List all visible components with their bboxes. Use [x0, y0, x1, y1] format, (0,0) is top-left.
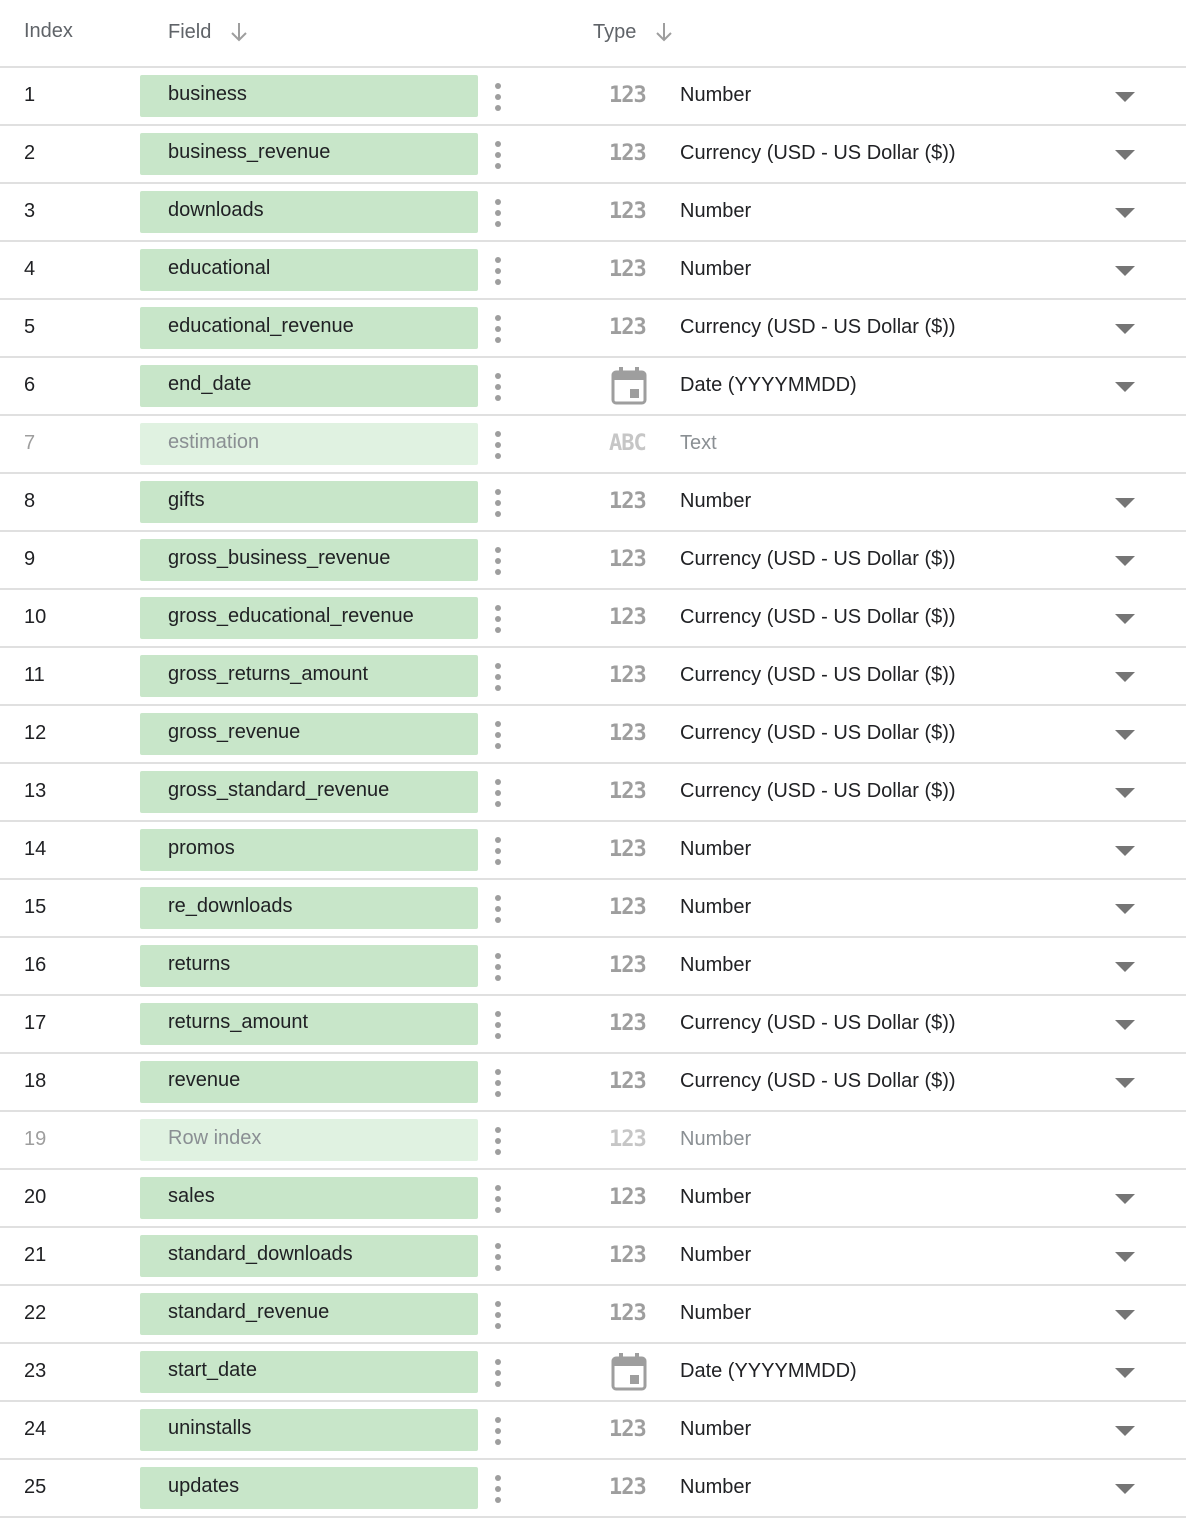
type-label[interactable]: Number [680, 1244, 752, 1266]
type-label: Number [680, 1128, 752, 1150]
index-header-label: Index [24, 20, 73, 42]
more-vert-icon[interactable] [488, 1473, 508, 1505]
number-icon: 123 [609, 1069, 646, 1094]
dropdown-arrow-icon[interactable] [1115, 788, 1135, 798]
type-label[interactable]: Number [680, 490, 752, 512]
more-vert-icon[interactable] [488, 371, 508, 403]
row-index: 23 [24, 1360, 47, 1382]
table-row [0, 706, 1186, 764]
type-label[interactable]: Currency (USD - US Dollar ($)) [680, 548, 956, 570]
row-index: 20 [24, 1186, 47, 1208]
row-index: 2 [24, 142, 36, 164]
row-index: 11 [24, 664, 45, 686]
type-label[interactable]: Number [680, 1418, 752, 1440]
number-icon: 123 [609, 1417, 646, 1442]
table-row [0, 648, 1186, 706]
field-chip[interactable]: gross_returns_amount [140, 655, 478, 697]
number-icon: 123 [609, 1185, 646, 1210]
number-icon: 123 [609, 1127, 646, 1152]
type-label[interactable]: Date (YYYYMMDD) [680, 374, 857, 396]
more-vert-icon[interactable] [488, 139, 508, 171]
more-vert-icon[interactable] [488, 313, 508, 345]
number-icon: 123 [609, 1475, 646, 1500]
field-chip[interactable]: gross_revenue [140, 713, 478, 755]
type-label[interactable]: Currency (USD - US Dollar ($)) [680, 664, 956, 686]
more-vert-icon[interactable] [488, 1299, 508, 1331]
row-index: 13 [24, 780, 47, 802]
dropdown-arrow-icon[interactable] [1115, 1194, 1135, 1204]
row-index: 3 [24, 200, 36, 222]
dropdown-arrow-icon[interactable] [1115, 556, 1135, 566]
table-row [0, 242, 1186, 300]
field-chip[interactable]: estimation [140, 423, 478, 465]
row-index: 24 [24, 1418, 47, 1440]
table-row [0, 1286, 1186, 1344]
more-vert-icon[interactable] [488, 661, 508, 693]
field-chip[interactable]: standard_downloads [140, 1235, 478, 1277]
more-vert-icon[interactable] [488, 545, 508, 577]
more-vert-icon[interactable] [488, 835, 508, 867]
more-vert-icon[interactable] [488, 1357, 508, 1389]
table-row [0, 1054, 1186, 1112]
table-row [0, 938, 1186, 996]
number-icon: 123 [609, 547, 646, 572]
number-icon: 123 [609, 779, 646, 804]
dropdown-arrow-icon[interactable] [1115, 846, 1135, 856]
number-icon: 123 [609, 489, 646, 514]
field-list [0, 68, 1186, 1518]
number-icon: 123 [609, 953, 646, 978]
type-label[interactable]: Number [680, 1186, 752, 1208]
table-row [0, 764, 1186, 822]
number-icon: 123 [609, 257, 646, 282]
table-row [0, 1112, 1186, 1170]
dropdown-arrow-icon[interactable] [1115, 324, 1135, 334]
dropdown-arrow-icon[interactable] [1115, 614, 1135, 624]
type-label[interactable]: Number [680, 200, 752, 222]
more-vert-icon[interactable] [488, 1415, 508, 1447]
number-icon: 123 [609, 1301, 646, 1326]
text-icon: ABC [609, 431, 646, 456]
field-header-label: Field [168, 20, 212, 43]
more-vert-icon[interactable] [488, 893, 508, 925]
calendar-icon [611, 1353, 647, 1391]
table-row [0, 1402, 1186, 1460]
dropdown-arrow-icon[interactable] [1115, 1020, 1135, 1030]
type-label[interactable]: Currency (USD - US Dollar ($)) [680, 142, 956, 164]
field-chip[interactable]: re_downloads [140, 887, 478, 929]
more-vert-icon[interactable] [488, 81, 508, 113]
more-vert-icon[interactable] [488, 429, 508, 461]
field-chip[interactable]: returns [140, 945, 478, 987]
dropdown-arrow-icon[interactable] [1115, 1484, 1135, 1494]
more-vert-icon[interactable] [488, 719, 508, 751]
row-index: 12 [24, 722, 47, 744]
row-index: 16 [24, 954, 47, 976]
more-vert-icon[interactable] [488, 951, 508, 983]
field-chip[interactable]: Row index [140, 1119, 478, 1161]
number-icon: 123 [609, 1243, 646, 1268]
row-index: 7 [24, 432, 36, 454]
table-row [0, 996, 1186, 1054]
dropdown-arrow-icon[interactable] [1115, 1078, 1135, 1088]
row-index: 5 [24, 316, 36, 338]
more-vert-icon[interactable] [488, 197, 508, 229]
row-index: 17 [24, 1012, 47, 1034]
row-index: 22 [24, 1302, 47, 1324]
number-icon: 123 [609, 837, 646, 862]
type-label[interactable]: Number [680, 1302, 752, 1324]
type-label[interactable]: Number [680, 258, 752, 280]
dropdown-arrow-icon[interactable] [1115, 904, 1135, 914]
more-vert-icon[interactable] [488, 487, 508, 519]
table-row [0, 184, 1186, 242]
field-chip[interactable]: updates [140, 1467, 478, 1509]
type-label: Text [680, 432, 717, 454]
dropdown-arrow-icon[interactable] [1115, 150, 1135, 160]
type-label[interactable]: Number [680, 84, 752, 106]
field-chip[interactable]: uninstalls [140, 1409, 478, 1451]
number-icon: 123 [609, 199, 646, 224]
type-header-label: Type [593, 20, 637, 43]
field-chip[interactable]: gross_business_revenue [140, 539, 478, 581]
table-row [0, 416, 1186, 474]
dropdown-arrow-icon[interactable] [1115, 730, 1135, 740]
number-icon: 123 [609, 83, 646, 108]
more-vert-icon[interactable] [488, 1183, 508, 1215]
more-vert-icon[interactable] [488, 1241, 508, 1273]
more-vert-icon[interactable] [488, 777, 508, 809]
type-label[interactable]: Currency (USD - US Dollar ($)) [680, 1012, 956, 1034]
dropdown-arrow-icon[interactable] [1115, 962, 1135, 972]
dropdown-arrow-icon[interactable] [1115, 266, 1135, 276]
field-chip[interactable]: gross_educational_revenue [140, 597, 478, 639]
field-chip[interactable]: business_revenue [140, 133, 478, 175]
row-index: 9 [24, 548, 36, 570]
type-label[interactable]: Currency (USD - US Dollar ($)) [680, 316, 956, 338]
number-icon: 123 [609, 315, 646, 340]
number-icon: 123 [609, 141, 646, 166]
field-chip[interactable]: start_date [140, 1351, 478, 1393]
type-label[interactable]: Currency (USD - US Dollar ($)) [680, 722, 956, 744]
row-index: 8 [24, 490, 36, 512]
field-chip[interactable]: gross_standard_revenue [140, 771, 478, 813]
row-index: 4 [24, 258, 36, 280]
table-row [0, 1228, 1186, 1286]
more-vert-icon[interactable] [488, 1125, 508, 1157]
type-label[interactable]: Number [680, 954, 752, 976]
field-chip[interactable]: revenue [140, 1061, 478, 1103]
number-icon: 123 [609, 895, 646, 920]
table-row [0, 126, 1186, 184]
number-icon: 123 [609, 721, 646, 746]
sort-arrow-down-icon[interactable] [652, 20, 676, 44]
sort-arrow-down-icon[interactable] [227, 20, 251, 44]
index-column-header[interactable] [24, 20, 73, 43]
field-chip[interactable]: educational [140, 249, 478, 291]
dropdown-arrow-icon[interactable] [1115, 1426, 1135, 1436]
row-index: 19 [24, 1128, 47, 1150]
more-vert-icon[interactable] [488, 1067, 508, 1099]
field-chip[interactable]: end_date [140, 365, 478, 407]
type-label[interactable]: Number [680, 838, 752, 860]
table-header [0, 0, 1186, 68]
field-chip[interactable]: sales [140, 1177, 478, 1219]
row-index: 6 [24, 374, 36, 396]
number-icon: 123 [609, 663, 646, 688]
dropdown-arrow-icon[interactable] [1115, 672, 1135, 682]
more-vert-icon[interactable] [488, 255, 508, 287]
row-index: 15 [24, 896, 47, 918]
field-chip[interactable]: promos [140, 829, 478, 871]
row-index: 18 [24, 1070, 47, 1092]
table-row [0, 474, 1186, 532]
table-row [0, 590, 1186, 648]
dropdown-arrow-icon[interactable] [1115, 1310, 1135, 1320]
table-row [0, 822, 1186, 880]
more-vert-icon[interactable] [488, 603, 508, 635]
field-chip[interactable]: gifts [140, 481, 478, 523]
dropdown-arrow-icon[interactable] [1115, 1252, 1135, 1262]
dropdown-arrow-icon[interactable] [1115, 92, 1135, 102]
field-chip[interactable]: downloads [140, 191, 478, 233]
number-icon: 123 [609, 1011, 646, 1036]
type-label[interactable]: Number [680, 1476, 752, 1498]
dropdown-arrow-icon[interactable] [1115, 208, 1135, 218]
number-icon: 123 [609, 605, 646, 630]
row-index: 1 [24, 84, 36, 106]
type-label[interactable]: Date (YYYYMMDD) [680, 1360, 857, 1382]
table-row [0, 532, 1186, 590]
field-chip[interactable]: returns_amount [140, 1003, 478, 1045]
field-chip[interactable]: educational_revenue [140, 307, 478, 349]
row-index: 14 [24, 838, 47, 860]
table-row [0, 880, 1186, 938]
table-row [0, 300, 1186, 358]
dropdown-arrow-icon[interactable] [1115, 1368, 1135, 1378]
row-index: 21 [24, 1244, 47, 1266]
field-column-header[interactable] [168, 20, 251, 44]
table-row [0, 358, 1186, 416]
field-chip[interactable]: business [140, 75, 478, 117]
table-row [0, 1460, 1186, 1518]
row-index: 25 [24, 1476, 47, 1498]
dropdown-arrow-icon[interactable] [1115, 498, 1135, 508]
table-row [0, 68, 1186, 126]
dropdown-arrow-icon[interactable] [1115, 382, 1135, 392]
type-label[interactable]: Currency (USD - US Dollar ($)) [680, 606, 956, 628]
type-column-header[interactable] [593, 20, 676, 44]
table-row [0, 1170, 1186, 1228]
field-chip[interactable]: standard_revenue [140, 1293, 478, 1335]
calendar-icon [611, 367, 647, 405]
row-index: 10 [24, 606, 47, 628]
type-label[interactable]: Number [680, 896, 752, 918]
more-vert-icon[interactable] [488, 1009, 508, 1041]
type-label[interactable]: Currency (USD - US Dollar ($)) [680, 1070, 956, 1092]
table-row [0, 1344, 1186, 1402]
type-label[interactable]: Currency (USD - US Dollar ($)) [680, 780, 956, 802]
